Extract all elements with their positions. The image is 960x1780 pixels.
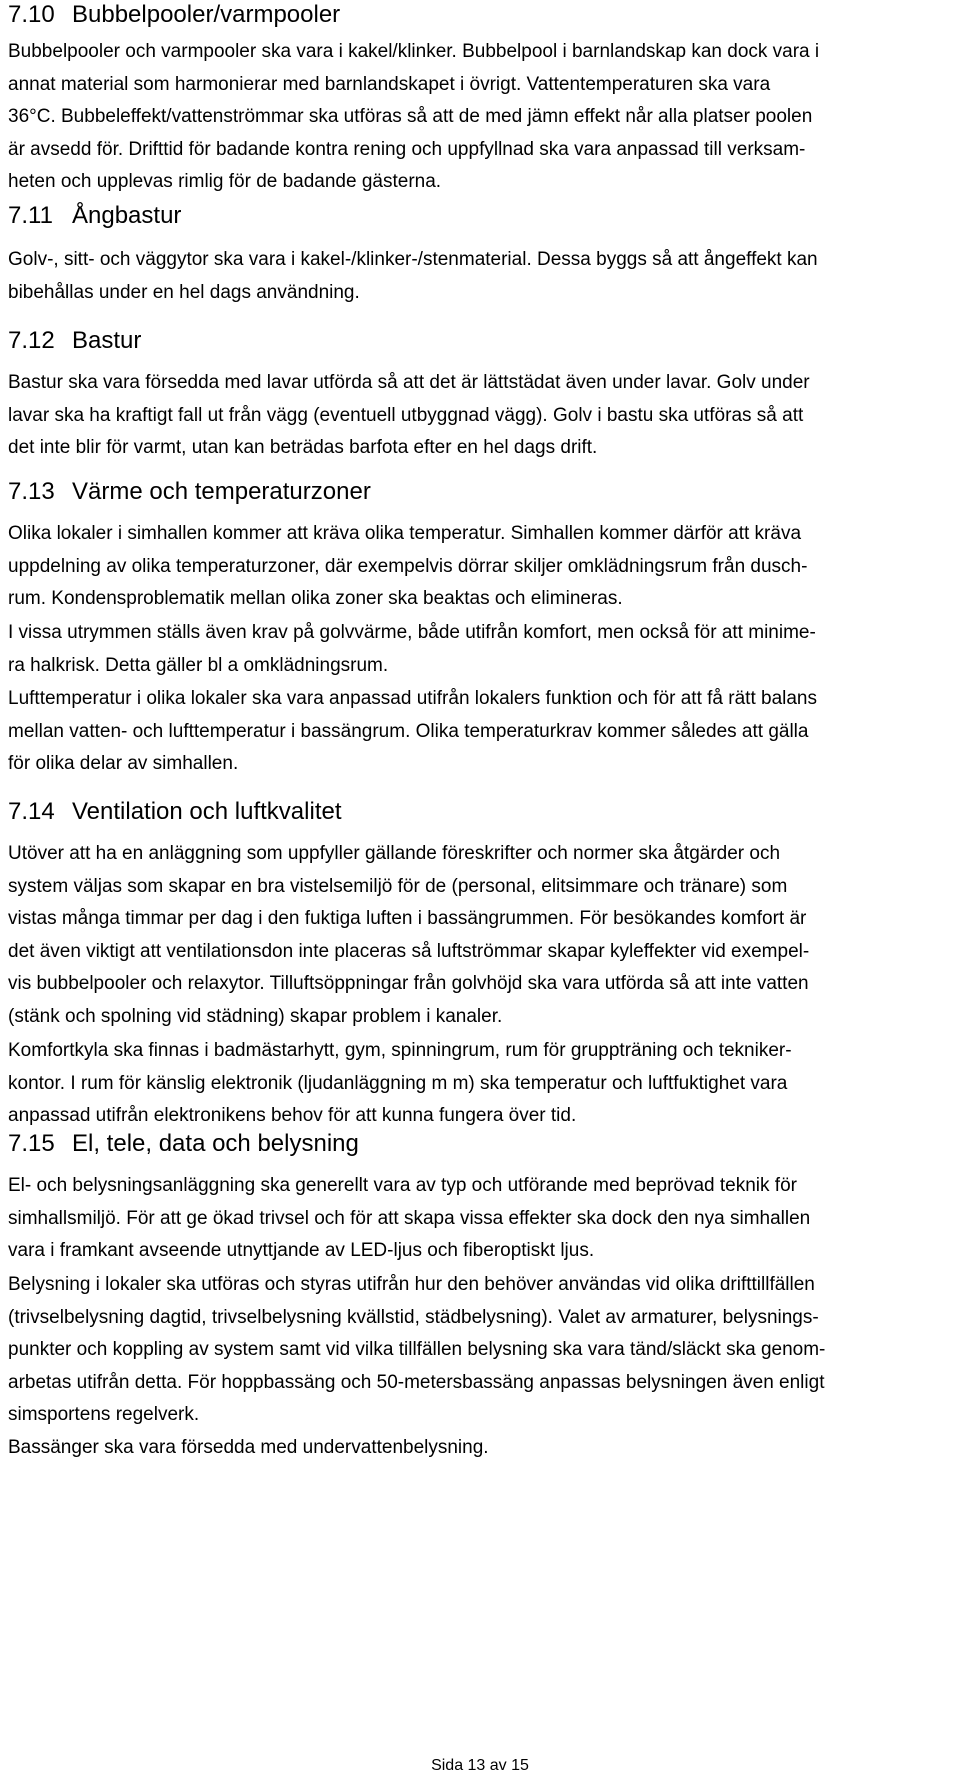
paragraph: El- och belysningsanläggning ska generellt vara av typ och utförande med beprövad teknik för simhallsmiljö. För att ge ökad trivsel och för att skapa vissa effekter ska dock den nya simhallen vara i framkant avseende utnyttjande av LED-ljus och fiberoptiskt ljus.: [8, 1175, 811, 1261]
paragraph: Komfortkyla ska finnas i badmästarhytt, gym, spinningrum, rum för gruppträning och tekniker- kontor. I rum för känslig elektronik (ljudanläggning m m) ska temperatur och luftfuktighet vara anpassad utifrån elektronikens behov för att kunna fungera över tid.: [8, 1040, 792, 1126]
section-heading-7-13: [8, 477, 371, 507]
section-heading-7-11: [8, 201, 181, 231]
section-number: 7.12: [8, 327, 55, 354]
paragraph: Utöver att ha en anläggning som uppfyller gällande föreskrifter och normer ska åtgärder och system väljas som skapar en bra vistelsemiljö för de (personal, elitsimmare och tränare) som vistas många timmar per dag i den fuktiga luften i bassängrummen. För besökandes komfort är det även viktigt att ventilationsdon inte placeras så luftströmmar skapar kyleffekter vid exempel- vis bubbelpooler och relaxytor. Tilluftsöppningar från golvhöjd ska vara utförda så att inte vatten (stänk och spolning vid städning) skapar problem i kanaler.: [8, 843, 810, 1027]
section-heading-7-14: [8, 797, 342, 827]
paragraph: Bassänger ska vara försedda med undervattenbelysning.: [8, 1437, 489, 1458]
paragraph: Lufttemperatur i olika lokaler ska vara anpassad utifrån lokalers funktion och för att få rätt balans mellan vatten- och lufttemperatur i bassängrum. Olika temperaturkrav kommer således att gälla för olika delar av simhallen.: [8, 688, 817, 774]
paragraph: Bubbelpooler och varmpooler ska vara i kakel/klinker. Bubbelpool i barnlandskap kan dock vara i annat material som harmonierar med barnlandskapet i övrigt. Vattentemperaturen ska vara 36°C. Bubbeleffekt/vattenströmmar ska utföras så att de med jämn effekt når alla platser poolen är avsedd för. Drifttid för badande kontra rening och uppfyllnad ska vara anpassad till verksam- heten och upplevas rimlig för de badande gästerna.: [8, 41, 820, 192]
section-heading-7-10: [8, 0, 340, 30]
section-number: 7.15: [8, 1130, 55, 1157]
section-number: 7.13: [8, 478, 55, 505]
paragraph: I vissa utrymmen ställs även krav på golvvärme, både utifrån komfort, men också för att minime- ra halkrisk. Detta gäller bl a omklädningsrum.: [8, 622, 816, 676]
paragraph: Golv-, sitt- och väggytor ska vara i kakel-/klinker-/stenmaterial. Dessa byggs så att ångeffekt kan bibehållas under en hel dags användning.: [8, 249, 818, 303]
section-title: Bastur: [72, 327, 142, 354]
section-title: Ventilation och luftkvalitet: [72, 798, 342, 825]
page-footer: [0, 1756, 960, 1776]
paragraph: Bastur ska vara försedda med lavar utförda så att det är lättstädat även under lavar. Golv under lavar ska ha kraftigt fall ut från vägg (eventuell utbyggnad vägg). Golv i bastu ska utföras så att det inte blir för varmt, utan kan beträdas barfota efter en hel dags drift.: [8, 372, 810, 458]
section-title: El, tele, data och belysning: [72, 1130, 359, 1157]
paragraph: Belysning i lokaler ska utföras och styras utifrån hur den behöver användas vid olika drifttillfällen (trivselbelysning dagtid, trivselbelysning kvällstid, städbelysning). Valet av armaturer, belysnings- punkter och koppling av system samt vid vilka tillfällen belysning ska vara tänd/släckt ska genom- arbetas utifrån detta. För hoppbassäng och 50-metersbassäng anpassas belysningen även enligt simsportens regelverk.: [8, 1274, 826, 1425]
section-number: 7.14: [8, 798, 55, 825]
section-title: Bubbelpooler/varmpooler: [72, 1, 341, 28]
paragraph: Olika lokaler i simhallen kommer att kräva olika temperatur. Simhallen kommer därför att kräva uppdelning av olika temperaturzoner, där exempelvis dörrar skiljer omklädningsrum från dusch- rum. Kondensproblematik mellan olika zoner ska beaktas och elimineras.: [8, 523, 808, 609]
section-heading-7-15: [8, 1129, 359, 1159]
section-number: 7.11: [8, 202, 53, 229]
page-number-label: Sida 13 av 15: [431, 1757, 529, 1774]
section-title: Värme och temperaturzoner: [72, 478, 371, 505]
section-number: 7.10: [8, 1, 55, 28]
section-heading-7-12: [8, 326, 141, 356]
section-title: Ångbastur: [72, 202, 182, 229]
